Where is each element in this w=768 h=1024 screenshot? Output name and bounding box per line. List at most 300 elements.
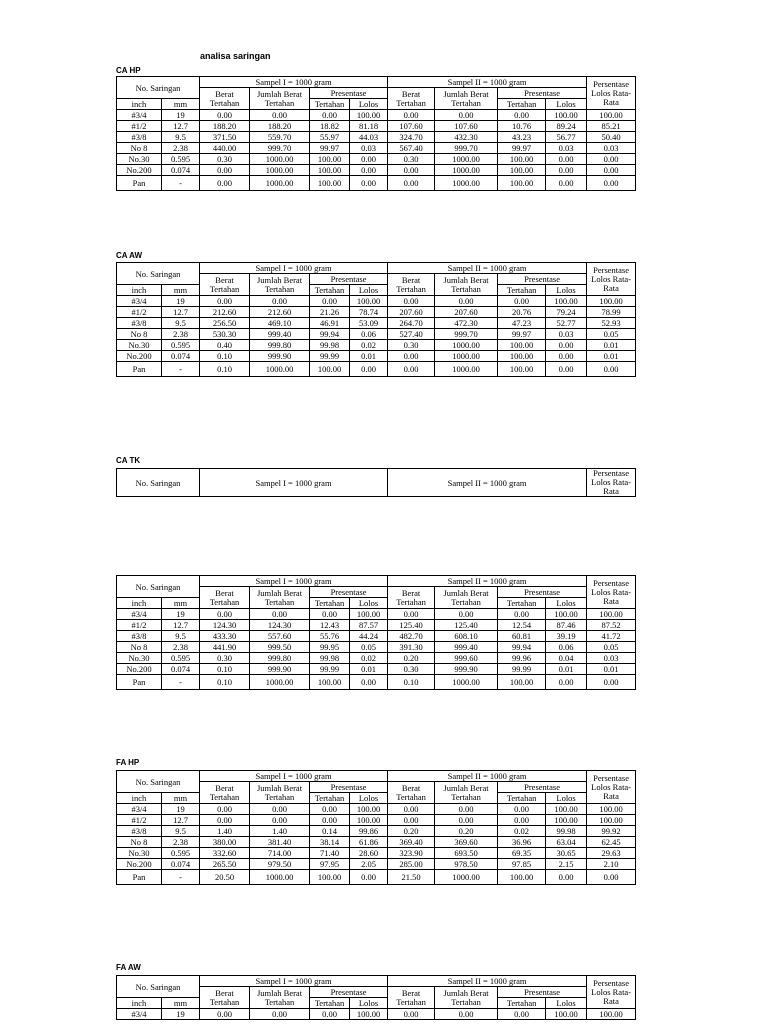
berat-tertahan-2-cell: 125.40 <box>388 620 435 631</box>
mm-cell: - <box>162 176 200 191</box>
jumlah-berat-2-cell: 0.00 <box>435 110 498 121</box>
header-row-3 <box>117 793 636 804</box>
lolos-pct-2-cell: 100.00 <box>546 1009 587 1020</box>
inch-cell: No.200 <box>117 165 162 176</box>
lolos-pct-2-cell: 0.03 <box>546 143 587 154</box>
lolos-pct-1-cell: 0.05 <box>350 642 388 653</box>
berat-tertahan-2-cell: 0.20 <box>388 826 435 837</box>
persentase-lolos-rata-cell: 0.01 <box>587 351 636 362</box>
table-row <box>117 826 636 837</box>
lolos-pct-2-cell: 56.77 <box>546 132 587 143</box>
sampel-2-header: Sampel II = 1000 gram <box>388 469 587 497</box>
lolos-pct-2-cell: 52.77 <box>546 318 587 329</box>
tertahan-pct-2-cell: 100.00 <box>498 340 546 351</box>
jumlah-berat-2-cell: 0.20 <box>435 826 498 837</box>
tertahan-pct-1-cell: 0.00 <box>310 815 350 826</box>
persentase-rata-header: Persentase Lolos Rata-Rata <box>587 576 636 609</box>
berat-tertahan-1-cell: 440.00 <box>200 143 250 154</box>
mm-cell: 19 <box>162 110 200 121</box>
table-row <box>117 165 636 176</box>
jumlah-berat-1-cell: 124.30 <box>250 620 310 631</box>
lolos-pct-1-cell: 0.02 <box>350 653 388 664</box>
inch-cell: #3/8 <box>117 826 162 837</box>
berat-tertahan-1-cell: 0.30 <box>200 653 250 664</box>
tertahan-header: Tertahan <box>498 99 546 110</box>
tertahan-header: Tertahan <box>498 598 546 609</box>
section-label-ca-aw: CA AW <box>116 251 143 260</box>
no-saringan-header: No. Saringan <box>117 576 200 598</box>
tertahan-pct-2-cell: 0.00 <box>498 296 546 307</box>
jumlah-berat-tertahan-header: Jumlah Berat Tertahan <box>435 587 498 609</box>
tertahan-pct-1-cell: 99.98 <box>310 340 350 351</box>
jumlah-berat-2-cell: 0.00 <box>435 804 498 815</box>
presentase-header: Presentase <box>310 782 388 793</box>
berat-tertahan-2-cell: 482.70 <box>388 631 435 642</box>
mm-cell: 2.38 <box>162 329 200 340</box>
berat-tertahan-1-cell: 0.40 <box>200 340 250 351</box>
berat-tertahan-1-cell: 433.30 <box>200 631 250 642</box>
lolos-pct-2-cell: 100.00 <box>546 110 587 121</box>
tertahan-pct-1-cell: 97.95 <box>310 859 350 870</box>
inch-cell: No.30 <box>117 848 162 859</box>
jumlah-berat-2-cell: 207.60 <box>435 307 498 318</box>
berat-tertahan-2-cell: 264.70 <box>388 318 435 329</box>
lolos-header: Lolos <box>350 998 388 1009</box>
tertahan-pct-2-cell: 0.00 <box>498 804 546 815</box>
table-ca-tk <box>116 575 636 690</box>
presentase-header: Presentase <box>310 274 388 285</box>
presentase-header: Presentase <box>498 88 587 99</box>
lolos-pct-1-cell: 100.00 <box>350 815 388 826</box>
mm-cell: 9.5 <box>162 826 200 837</box>
inch-cell: #1/2 <box>117 121 162 132</box>
lolos-pct-1-cell: 0.00 <box>350 176 388 191</box>
persentase-lolos-rata-cell: 0.00 <box>587 870 636 885</box>
lolos-pct-1-cell: 0.01 <box>350 664 388 675</box>
inch-cell: #3/8 <box>117 631 162 642</box>
jumlah-berat-2-cell: 0.00 <box>435 815 498 826</box>
document-title: analisa saringan <box>200 51 271 61</box>
no-saringan-header: No. Saringan <box>117 976 200 998</box>
tertahan-pct-2-cell: 69.35 <box>498 848 546 859</box>
persentase-lolos-rata-cell: 2.10 <box>587 859 636 870</box>
tertahan-pct-2-cell: 20.76 <box>498 307 546 318</box>
inch-cell: Pan <box>117 675 162 690</box>
berat-tertahan-2-cell: 0.00 <box>388 110 435 121</box>
inch-cell: #3/4 <box>117 1009 162 1020</box>
sampel-2-header: Sampel II = 1000 gram <box>388 576 587 587</box>
berat-tertahan-1-cell: 0.00 <box>200 296 250 307</box>
tertahan-pct-1-cell: 100.00 <box>310 870 350 885</box>
tertahan-pct-1-cell: 0.14 <box>310 826 350 837</box>
persentase-lolos-rata-cell: 0.03 <box>587 653 636 664</box>
sampel-1-header: Sampel I = 1000 gram <box>200 469 388 497</box>
inch-cell: #1/2 <box>117 815 162 826</box>
lolos-pct-2-cell: 100.00 <box>546 815 587 826</box>
lolos-pct-2-cell: 0.00 <box>546 351 587 362</box>
tertahan-header: Tertahan <box>310 598 350 609</box>
tertahan-pct-1-cell: 99.94 <box>310 329 350 340</box>
header-row-3 <box>117 998 636 1009</box>
mm-cell: 9.5 <box>162 132 200 143</box>
mm-cell: 19 <box>162 804 200 815</box>
jumlah-berat-1-cell: 1000.00 <box>250 176 310 191</box>
sampel-2-header: Sampel II = 1000 gram <box>388 976 587 987</box>
table-row <box>117 815 636 826</box>
tertahan-pct-2-cell: 47.23 <box>498 318 546 329</box>
lolos-pct-1-cell: 44.03 <box>350 132 388 143</box>
inch-header: inch <box>117 598 162 609</box>
persentase-lolos-rata-cell: 100.00 <box>587 110 636 121</box>
inch-cell: #3/8 <box>117 318 162 329</box>
jumlah-berat-2-cell: 693.50 <box>435 848 498 859</box>
section-label-fa-hp: FA HP <box>116 758 140 767</box>
inch-cell: #3/4 <box>117 609 162 620</box>
inch-cell: No.200 <box>117 664 162 675</box>
sampel-2-header: Sampel II = 1000 gram <box>388 77 587 88</box>
jumlah-berat-2-cell: 1000.00 <box>435 362 498 377</box>
persentase-lolos-rata-cell: 100.00 <box>587 804 636 815</box>
berat-tertahan-2-cell: 0.10 <box>388 675 435 690</box>
table-row <box>117 675 636 690</box>
table-row <box>117 631 636 642</box>
jumlah-berat-2-cell: 999.70 <box>435 143 498 154</box>
no-saringan-header: No. Saringan <box>117 469 200 497</box>
jumlah-berat-1-cell: 1000.00 <box>250 675 310 690</box>
berat-tertahan-2-cell: 0.00 <box>388 815 435 826</box>
tertahan-pct-2-cell: 100.00 <box>498 165 546 176</box>
jumlah-berat-1-cell: 1000.00 <box>250 362 310 377</box>
lolos-pct-2-cell: 0.00 <box>546 870 587 885</box>
jumlah-berat-2-cell: 432.30 <box>435 132 498 143</box>
sampel-1-header: Sampel I = 1000 gram <box>200 771 388 782</box>
header-row-1 <box>117 469 636 497</box>
tertahan-pct-2-cell: 36.96 <box>498 837 546 848</box>
table-row <box>117 296 636 307</box>
inch-cell: Pan <box>117 362 162 377</box>
berat-tertahan-2-cell: 369.40 <box>388 837 435 848</box>
berat-tertahan-1-cell: 0.10 <box>200 362 250 377</box>
berat-tertahan-2-cell: 285.00 <box>388 859 435 870</box>
jumlah-berat-2-cell: 999.60 <box>435 653 498 664</box>
persentase-lolos-rata-cell: 87.52 <box>587 620 636 631</box>
table-row <box>117 329 636 340</box>
tertahan-pct-2-cell: 60.81 <box>498 631 546 642</box>
inch-cell: No.200 <box>117 351 162 362</box>
lolos-pct-1-cell: 0.02 <box>350 340 388 351</box>
mm-cell: 12.7 <box>162 620 200 631</box>
table-row <box>117 837 636 848</box>
jumlah-berat-1-cell: 557.60 <box>250 631 310 642</box>
tertahan-pct-2-cell: 99.99 <box>498 664 546 675</box>
tertahan-pct-2-cell: 0.00 <box>498 1009 546 1020</box>
berat-tertahan-1-cell: 380.00 <box>200 837 250 848</box>
tertahan-pct-1-cell: 99.99 <box>310 664 350 675</box>
jumlah-berat-1-cell: 999.80 <box>250 340 310 351</box>
lolos-pct-1-cell: 0.06 <box>350 329 388 340</box>
inch-cell: #1/2 <box>117 307 162 318</box>
jumlah-berat-1-cell: 999.80 <box>250 653 310 664</box>
mm-cell: 12.7 <box>162 815 200 826</box>
lolos-pct-1-cell: 28.60 <box>350 848 388 859</box>
mm-cell: 0.595 <box>162 848 200 859</box>
jumlah-berat-1-cell: 0.00 <box>250 609 310 620</box>
table-row <box>117 176 636 191</box>
jumlah-berat-2-cell: 0.00 <box>435 609 498 620</box>
berat-tertahan-header: Berat Tertahan <box>200 88 250 110</box>
jumlah-berat-tertahan-header: Jumlah Berat Tertahan <box>435 987 498 1009</box>
berat-tertahan-2-cell: 107.60 <box>388 121 435 132</box>
lolos-pct-1-cell: 78.74 <box>350 307 388 318</box>
jumlah-berat-2-cell: 999.70 <box>435 329 498 340</box>
persentase-rata-header: Persentase Lolos Rata-Rata <box>587 77 636 110</box>
berat-tertahan-2-cell: 0.30 <box>388 154 435 165</box>
table-row <box>117 154 636 165</box>
tertahan-pct-1-cell: 99.97 <box>310 143 350 154</box>
tertahan-pct-1-cell: 21.26 <box>310 307 350 318</box>
berat-tertahan-1-cell: 0.00 <box>200 176 250 191</box>
tertahan-pct-1-cell: 99.99 <box>310 351 350 362</box>
tertahan-pct-1-cell: 38.14 <box>310 837 350 848</box>
lolos-header: Lolos <box>546 99 587 110</box>
jumlah-berat-2-cell: 0.00 <box>435 296 498 307</box>
jumlah-berat-1-cell: 0.00 <box>250 1009 310 1020</box>
tertahan-pct-2-cell: 0.00 <box>498 815 546 826</box>
lolos-pct-1-cell: 100.00 <box>350 110 388 121</box>
jumlah-berat-1-cell: 469.10 <box>250 318 310 329</box>
tertahan-pct-1-cell: 71.40 <box>310 848 350 859</box>
persentase-lolos-rata-cell: 52.93 <box>587 318 636 329</box>
lolos-pct-2-cell: 100.00 <box>546 609 587 620</box>
tertahan-pct-1-cell: 55.97 <box>310 132 350 143</box>
lolos-pct-2-cell: 0.00 <box>546 176 587 191</box>
no-saringan-header: No. Saringan <box>117 263 200 285</box>
berat-tertahan-header: Berat Tertahan <box>388 987 435 1009</box>
inch-cell: #3/4 <box>117 804 162 815</box>
berat-tertahan-1-cell: 332.60 <box>200 848 250 859</box>
berat-tertahan-1-cell: 0.10 <box>200 351 250 362</box>
mm-cell: 0.074 <box>162 664 200 675</box>
jumlah-berat-1-cell: 212.60 <box>250 307 310 318</box>
persentase-lolos-rata-cell: 100.00 <box>587 1009 636 1020</box>
persentase-lolos-rata-cell: 0.03 <box>587 143 636 154</box>
berat-tertahan-1-cell: 0.00 <box>200 815 250 826</box>
mm-cell: - <box>162 675 200 690</box>
mm-header: mm <box>162 998 200 1009</box>
jumlah-berat-2-cell: 999.90 <box>435 664 498 675</box>
mm-cell: - <box>162 362 200 377</box>
inch-cell: #3/4 <box>117 110 162 121</box>
inch-cell: No 8 <box>117 143 162 154</box>
berat-tertahan-1-cell: 0.00 <box>200 804 250 815</box>
berat-tertahan-2-cell: 207.60 <box>388 307 435 318</box>
lolos-pct-2-cell: 0.00 <box>546 675 587 690</box>
tertahan-pct-1-cell: 100.00 <box>310 675 350 690</box>
tertahan-pct-2-cell: 0.00 <box>498 110 546 121</box>
presentase-header: Presentase <box>310 987 388 998</box>
tertahan-pct-2-cell: 99.97 <box>498 329 546 340</box>
persentase-rata-header: Persentase Lolos Rata-Rata <box>587 976 636 1009</box>
sampel-1-header: Sampel I = 1000 gram <box>200 77 388 88</box>
lolos-pct-2-cell: 0.00 <box>546 340 587 351</box>
persentase-lolos-rata-cell: 100.00 <box>587 815 636 826</box>
lolos-header: Lolos <box>546 285 587 296</box>
jumlah-berat-2-cell: 125.40 <box>435 620 498 631</box>
lolos-header: Lolos <box>350 793 388 804</box>
table-row <box>117 609 636 620</box>
jumlah-berat-2-cell: 1000.00 <box>435 870 498 885</box>
jumlah-berat-tertahan-header: Jumlah Berat Tertahan <box>435 88 498 110</box>
berat-tertahan-1-cell: 212.60 <box>200 307 250 318</box>
berat-tertahan-header: Berat Tertahan <box>200 987 250 1009</box>
berat-tertahan-2-cell: 0.00 <box>388 351 435 362</box>
jumlah-berat-tertahan-header: Jumlah Berat Tertahan <box>250 782 310 804</box>
jumlah-berat-1-cell: 559.70 <box>250 132 310 143</box>
lolos-pct-1-cell: 0.00 <box>350 154 388 165</box>
table-row <box>117 642 636 653</box>
berat-tertahan-2-cell: 0.00 <box>388 165 435 176</box>
page-break-bottom-fragment <box>110 576 650 722</box>
persentase-lolos-rata-cell: 0.00 <box>587 362 636 377</box>
table-row <box>117 848 636 859</box>
no-saringan-header: No. Saringan <box>117 77 200 99</box>
lolos-pct-1-cell: 100.00 <box>350 1009 388 1020</box>
berat-tertahan-2-cell: 391.30 <box>388 642 435 653</box>
inch-cell: No.30 <box>117 154 162 165</box>
tertahan-header: Tertahan <box>498 998 546 1009</box>
mm-cell: 0.074 <box>162 859 200 870</box>
mm-header: mm <box>162 285 200 296</box>
berat-tertahan-2-cell: 0.00 <box>388 609 435 620</box>
lolos-header: Lolos <box>546 793 587 804</box>
berat-tertahan-2-cell: 567.40 <box>388 143 435 154</box>
persentase-rata-header: Persentase Lolos Rata-Rata <box>587 771 636 804</box>
tertahan-header: Tertahan <box>498 793 546 804</box>
mm-cell: 0.595 <box>162 653 200 664</box>
lolos-pct-1-cell: 0.00 <box>350 165 388 176</box>
inch-header: inch <box>117 99 162 110</box>
berat-tertahan-1-cell: 124.30 <box>200 620 250 631</box>
lolos-pct-1-cell: 81.18 <box>350 121 388 132</box>
no-saringan-header: No. Saringan <box>117 771 200 793</box>
persentase-lolos-rata-cell: 62.45 <box>587 837 636 848</box>
tertahan-pct-2-cell: 100.00 <box>498 870 546 885</box>
tertahan-pct-1-cell: 99.95 <box>310 642 350 653</box>
lolos-pct-2-cell: 0.00 <box>546 154 587 165</box>
berat-tertahan-header: Berat Tertahan <box>388 782 435 804</box>
lolos-pct-2-cell: 39.19 <box>546 631 587 642</box>
inch-cell: No 8 <box>117 642 162 653</box>
tertahan-pct-1-cell: 12.43 <box>310 620 350 631</box>
persentase-rata-header: Persentase Lolos Rata-Rata <box>587 263 636 296</box>
table-row <box>117 132 636 143</box>
inch-cell: No.30 <box>117 653 162 664</box>
table-row <box>117 804 636 815</box>
jumlah-berat-1-cell: 999.90 <box>250 664 310 675</box>
lolos-pct-2-cell: 79.24 <box>546 307 587 318</box>
tertahan-pct-1-cell: 0.00 <box>310 110 350 121</box>
header-row-1 <box>117 576 636 587</box>
berat-tertahan-2-cell: 0.00 <box>388 1009 435 1020</box>
lolos-pct-2-cell: 0.03 <box>546 329 587 340</box>
persentase-lolos-rata-cell: 41.72 <box>587 631 636 642</box>
persentase-lolos-rata-cell: 78.99 <box>587 307 636 318</box>
berat-tertahan-2-cell: 527.40 <box>388 329 435 340</box>
berat-tertahan-2-cell: 324.70 <box>388 132 435 143</box>
berat-tertahan-1-cell: 256.50 <box>200 318 250 329</box>
berat-tertahan-1-cell: 441.90 <box>200 642 250 653</box>
jumlah-berat-1-cell: 381.40 <box>250 837 310 848</box>
persentase-lolos-rata-cell: 0.00 <box>587 154 636 165</box>
tertahan-pct-2-cell: 99.97 <box>498 143 546 154</box>
jumlah-berat-2-cell: 107.60 <box>435 121 498 132</box>
tertahan-pct-2-cell: 100.00 <box>498 351 546 362</box>
tertahan-pct-2-cell: 100.00 <box>498 675 546 690</box>
presentase-header: Presentase <box>310 587 388 598</box>
berat-tertahan-1-cell: 1.40 <box>200 826 250 837</box>
tertahan-pct-1-cell: 0.00 <box>310 609 350 620</box>
inch-header: inch <box>117 285 162 296</box>
tertahan-pct-1-cell: 100.00 <box>310 176 350 191</box>
lolos-pct-2-cell: 100.00 <box>546 804 587 815</box>
lolos-pct-2-cell: 0.00 <box>546 362 587 377</box>
lolos-pct-2-cell: 100.00 <box>546 296 587 307</box>
persentase-lolos-rata-cell: 85.21 <box>587 121 636 132</box>
table-row <box>117 307 636 318</box>
persentase-lolos-rata-cell: 0.01 <box>587 664 636 675</box>
inch-header: inch <box>117 793 162 804</box>
lolos-pct-2-cell: 0.01 <box>546 664 587 675</box>
table-row <box>117 143 636 154</box>
mm-cell: 0.074 <box>162 165 200 176</box>
inch-header: inch <box>117 998 162 1009</box>
inch-cell: No 8 <box>117 329 162 340</box>
inch-cell: No.30 <box>117 340 162 351</box>
jumlah-berat-tertahan-header: Jumlah Berat Tertahan <box>250 587 310 609</box>
tertahan-pct-2-cell: 43.23 <box>498 132 546 143</box>
jumlah-berat-1-cell: 1.40 <box>250 826 310 837</box>
mm-cell: 2.38 <box>162 642 200 653</box>
persentase-lolos-rata-cell: 99.92 <box>587 826 636 837</box>
berat-tertahan-2-cell: 0.00 <box>388 804 435 815</box>
header-row-3 <box>117 285 636 296</box>
header-row-1 <box>117 976 636 987</box>
tertahan-pct-2-cell: 100.00 <box>498 176 546 191</box>
mm-cell: 9.5 <box>162 631 200 642</box>
tertahan-pct-2-cell: 0.00 <box>498 609 546 620</box>
jumlah-berat-1-cell: 999.90 <box>250 351 310 362</box>
mm-cell: 19 <box>162 1009 200 1020</box>
tertahan-pct-2-cell: 12.54 <box>498 620 546 631</box>
tertahan-pct-1-cell: 46.91 <box>310 318 350 329</box>
jumlah-berat-1-cell: 999.70 <box>250 143 310 154</box>
table-row <box>117 121 636 132</box>
header-row-1 <box>117 263 636 274</box>
table-row <box>117 664 636 675</box>
table-row <box>117 870 636 885</box>
berat-tertahan-1-cell: 0.00 <box>200 165 250 176</box>
jumlah-berat-2-cell: 999.40 <box>435 642 498 653</box>
berat-tertahan-1-cell: 0.10 <box>200 664 250 675</box>
sampel-2-header: Sampel II = 1000 gram <box>388 771 587 782</box>
persentase-lolos-rata-cell: 0.00 <box>587 176 636 191</box>
inch-cell: No.200 <box>117 859 162 870</box>
sampel-1-header: Sampel I = 1000 gram <box>200 263 388 274</box>
lolos-pct-2-cell: 0.04 <box>546 653 587 664</box>
jumlah-berat-1-cell: 0.00 <box>250 296 310 307</box>
inch-cell: No 8 <box>117 837 162 848</box>
lolos-pct-2-cell: 0.06 <box>546 642 587 653</box>
